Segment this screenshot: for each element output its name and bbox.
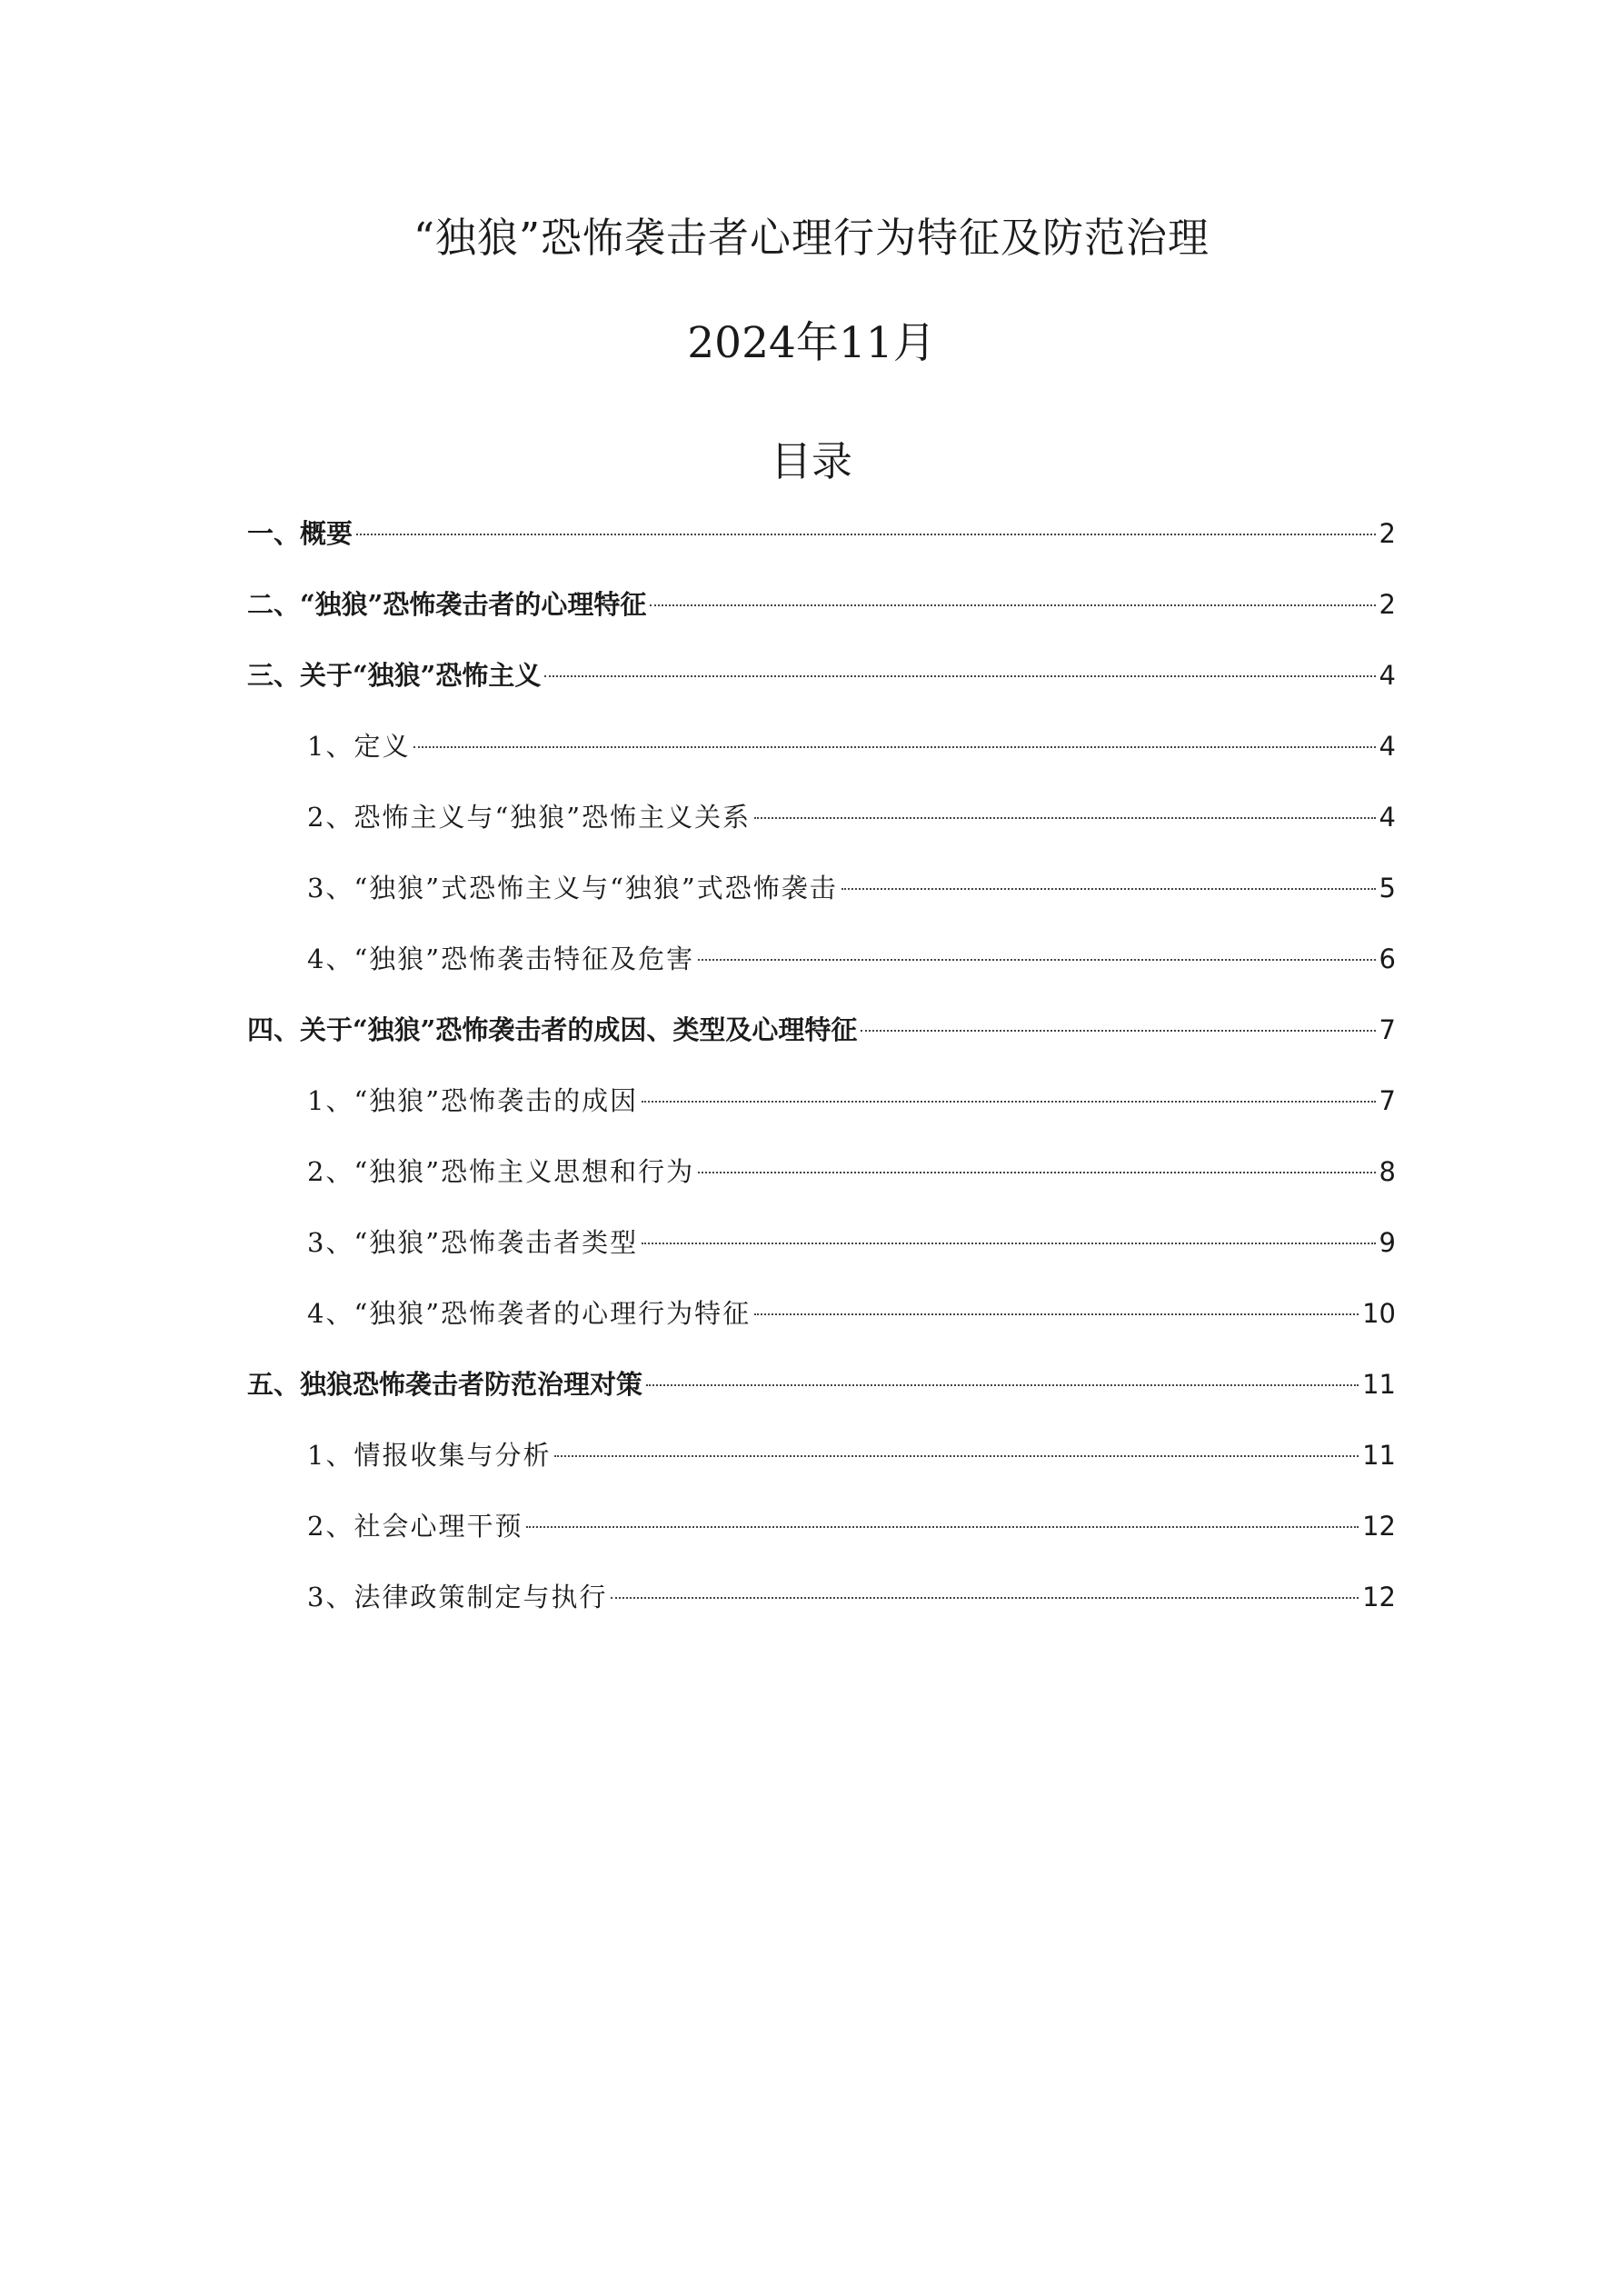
- toc-entry-text: 4、“独狼”恐怖袭击特征及危害: [307, 943, 695, 974]
- toc-entry[interactable]: [307, 724, 1396, 769]
- toc-entry-text: 2、社会心理干预: [307, 1511, 523, 1542]
- toc-leader-dots: [413, 746, 1375, 748]
- toc-entry[interactable]: [247, 1007, 1396, 1053]
- toc-entry-page: 7: [1379, 1014, 1396, 1045]
- toc-entry-text: 3、法律政策制定与执行: [307, 1582, 608, 1612]
- toc-entry[interactable]: [307, 1078, 1396, 1123]
- toc-leader-dots: [526, 1526, 1359, 1528]
- document-title: “独狼”恐怖袭击者心理行为特征及防范治理: [413, 214, 1210, 262]
- toc-entry[interactable]: [247, 1362, 1396, 1407]
- toc-entry[interactable]: [307, 1433, 1396, 1478]
- toc-leader-dots: [642, 1243, 1375, 1244]
- toc-entry[interactable]: [307, 1574, 1396, 1620]
- toc-entry[interactable]: [307, 1220, 1396, 1265]
- toc-entry[interactable]: [307, 1149, 1396, 1194]
- toc-entry-text: 1、“独狼”恐怖袭击的成因: [307, 1085, 639, 1116]
- toc-leader-dots: [611, 1597, 1359, 1599]
- toc-entry-page: 8: [1379, 1156, 1396, 1187]
- toc-entry-text: 五、独狼恐怖袭击者防范治理对策: [247, 1369, 643, 1400]
- toc-entry-text: 2、“独狼”恐怖主义思想和行为: [307, 1156, 695, 1187]
- toc-leader-dots: [544, 675, 1375, 677]
- toc-heading: 目录: [770, 437, 852, 485]
- toc-entry-text: 四、关于“独狼”恐怖袭击者的成因、类型及心理特征: [247, 1014, 858, 1045]
- toc-entry-page: 12: [1362, 1582, 1396, 1612]
- toc-entry-page: 10: [1362, 1298, 1396, 1329]
- toc-leader-dots: [754, 817, 1375, 819]
- toc-leader-dots: [698, 959, 1375, 961]
- toc-entry-text: 三、关于“独狼”恐怖主义: [247, 660, 542, 691]
- toc-entry-text: 1、情报收集与分析: [307, 1440, 552, 1471]
- toc-entry-page: 9: [1379, 1227, 1396, 1258]
- toc-entry-page: 6: [1379, 943, 1396, 974]
- toc-entry[interactable]: [307, 1291, 1396, 1336]
- toc-leader-dots: [841, 888, 1376, 890]
- toc-entry-page: 4: [1379, 660, 1396, 691]
- toc-entry[interactable]: [307, 794, 1396, 840]
- toc-entry[interactable]: [247, 582, 1396, 627]
- toc-entry[interactable]: [307, 865, 1396, 911]
- toc-entry-text: 一、概要: [247, 518, 353, 549]
- toc-leader-dots: [646, 1384, 1359, 1386]
- toc-entry-page: 2: [1379, 589, 1396, 620]
- toc-entry-page: 5: [1379, 873, 1396, 903]
- toc-leader-dots: [698, 1172, 1375, 1173]
- toc-leader-dots: [356, 534, 1376, 535]
- toc-entry-text: 3、“独狼”式恐怖主义与“独狼”式恐怖袭击: [307, 873, 838, 903]
- toc-entry[interactable]: [307, 936, 1396, 982]
- toc-leader-dots: [650, 604, 1375, 606]
- toc-entry[interactable]: [247, 653, 1396, 698]
- toc-entry-page: 7: [1379, 1085, 1396, 1116]
- toc-entry-page: 11: [1362, 1440, 1396, 1471]
- toc-entry-text: 2、恐怖主义与“独狼”恐怖主义关系: [307, 802, 752, 833]
- toc-leader-dots: [554, 1455, 1359, 1457]
- toc-leader-dots: [642, 1101, 1375, 1103]
- toc-leader-dots: [754, 1313, 1359, 1315]
- toc-entry-page: 12: [1362, 1511, 1396, 1542]
- toc-entry-text: 1、定义: [307, 731, 411, 762]
- toc-leader-dots: [861, 1030, 1375, 1032]
- toc-entry-text: 二、“独狼”恐怖袭击者的心理特征: [247, 589, 647, 620]
- toc-entry-text: 4、“独狼”恐怖袭者的心理行为特征: [307, 1298, 752, 1329]
- toc-entry-page: 2: [1379, 518, 1396, 549]
- toc-entry-page: 4: [1379, 802, 1396, 833]
- document-date: 2024年11月: [687, 318, 936, 368]
- toc-entry[interactable]: [307, 1503, 1396, 1549]
- toc-entry-text: 3、“独狼”恐怖袭击者类型: [307, 1227, 639, 1258]
- toc-entry-page: 4: [1379, 731, 1396, 762]
- toc-entry[interactable]: [247, 511, 1396, 556]
- toc-entry-page: 11: [1362, 1369, 1396, 1400]
